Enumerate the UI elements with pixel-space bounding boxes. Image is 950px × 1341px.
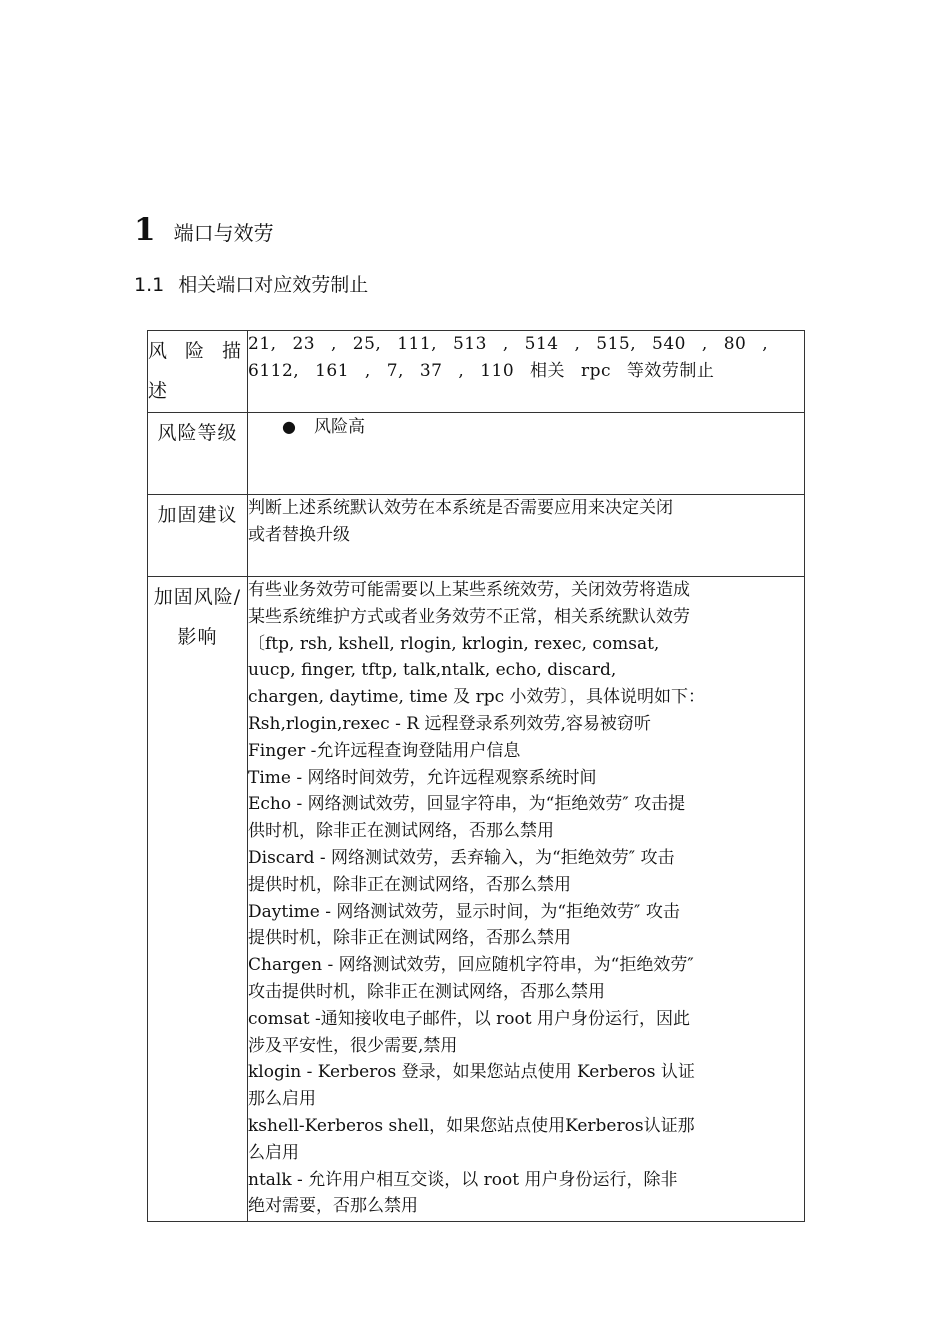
content-line: 判断上述系统默认效劳在本系统是否需要应用来决定关闭 <box>248 498 673 518</box>
content-line: 攻击提供时机，除非正在测试网络，否那么禁用 <box>248 981 605 1002</box>
content-line: uucp, finger, tftp, talk,ntalk, echo, discard, <box>248 660 617 681</box>
label-hardening-advice: 加固建议 <box>148 495 248 577</box>
bullet-text: 风险高 <box>313 417 365 437</box>
label-risk-level: 风险等级 <box>148 413 248 495</box>
content-line: comsat -通知接收电子邮件，以 root 用户身份运行，因此 <box>248 1008 690 1029</box>
content-line: 提供时机，除非正在测试网络，否那么禁用 <box>248 928 571 949</box>
heading-1-number: 1 <box>134 212 156 248</box>
heading-2-title: 相关端口对应效劳制止 <box>178 274 369 296</box>
content-line: 6112, 161 , 7, 37 , 110 相关 rpc 等效劳制止 <box>248 360 715 381</box>
content-line: ntalk - 允许用户相互交谈，以 root 用户身份运行，除非 <box>248 1169 678 1190</box>
content-line: 〔ftp, rsh, kshell, rlogin, krlogin, rexec, comsat, <box>248 633 660 654</box>
content-line: Daytime - 网络测试效劳，显示时间，为“拒绝效劳″ 攻击 <box>248 901 680 922</box>
heading-2 <box>134 270 368 297</box>
content-line: 或者替换升级 <box>248 524 350 545</box>
row-hardening-impact <box>148 577 805 1222</box>
content-line: 有些业务效劳可能需要以上某些系统效劳，关闭效劳将造成 <box>248 580 690 600</box>
content-line: 么启用 <box>248 1142 299 1163</box>
row-risk-level <box>148 413 805 495</box>
label-hardening-impact: 加固风险/影响 <box>148 577 248 1222</box>
content-line: kshell-Kerberos shell，如果您站点使用Kerberos认证那 <box>248 1115 695 1136</box>
bullet-icon: ● <box>282 417 296 436</box>
content-line: Chargen - 网络测试效劳，回应随机字符串，为“拒绝效劳″ <box>248 955 694 976</box>
heading-1-title: 端口与效劳 <box>173 221 274 245</box>
content-line: 那么启用 <box>248 1089 316 1110</box>
content-line: 某些系统维护方式或者业务效劳不正常，相关系统默认效劳 <box>248 606 690 627</box>
content-line: Echo - 网络测试效劳，回显字符串，为“拒绝效劳″ 攻击提 <box>248 794 686 815</box>
content-risk-description <box>248 331 805 413</box>
content-line: klogin - Kerberos 登录，如果您站点使用 Kerberos 认证 <box>248 1062 695 1083</box>
content-line: Time - 网络时间效劳，允许远程观察系统时间 <box>248 767 597 788</box>
content-line: 供时机，除非正在测试网络，否那么禁用 <box>248 821 554 842</box>
content-line: 21, 23 , 25, 111, 513 , 514 , 515, 540 , 80 , <box>248 334 769 354</box>
content-hardening-advice <box>248 495 805 577</box>
content-line: Finger -允许远程查询登陆用户信息 <box>248 740 521 761</box>
content-line: chargen, daytime, time 及 rpc 小效劳〕，具体说明如下： <box>248 687 705 708</box>
content-line: 提供时机，除非正在测试网络，否那么禁用 <box>248 874 571 895</box>
content-line: 涉及平安性，很少需要,禁用 <box>248 1035 458 1056</box>
content-line: Rsh,rlogin,rexec - R 远程登录系列效劳,容易被窃听 <box>248 713 651 734</box>
bullet-item <box>248 413 804 441</box>
heading-2-number: 1.1 <box>134 274 165 296</box>
content-line: 绝对需要，否那么禁用 <box>248 1196 418 1217</box>
row-hardening-advice <box>148 495 805 577</box>
risk-table <box>147 330 805 1222</box>
content-hardening-impact <box>248 577 805 1222</box>
content-line: Discard - 网络测试效劳，丢弃输入，为“拒绝效劳″ 攻击 <box>248 847 675 868</box>
row-risk-description <box>148 331 805 413</box>
content-risk-level <box>248 413 805 495</box>
heading-1 <box>134 212 274 248</box>
label-risk-description: 风险描述 <box>148 331 248 413</box>
